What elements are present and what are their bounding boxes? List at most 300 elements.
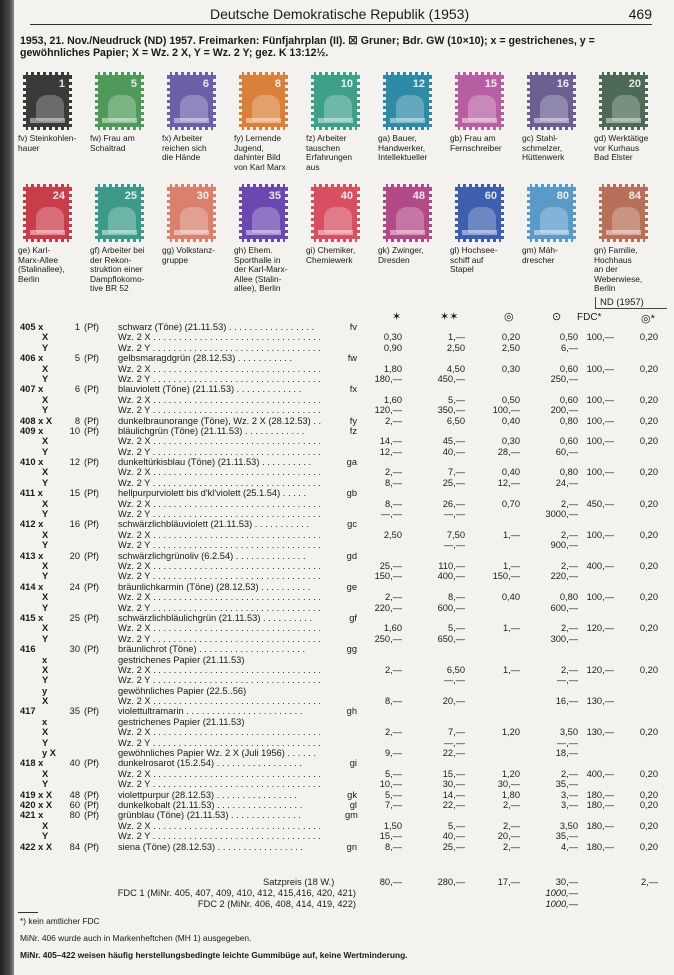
price-fdc: 100,— (586, 394, 614, 405)
table-row (0, 717, 674, 727)
table-row (0, 384, 674, 394)
stamp-value: 16 (556, 78, 569, 90)
face-value: 30 (69, 644, 80, 655)
price-mint: —,— (380, 509, 402, 520)
stamp-caption: fw) Frau am Schaltrad (90, 133, 135, 153)
face-value: 8 (74, 415, 80, 426)
stamp-base (246, 230, 281, 235)
price-nd: 0,20 (639, 799, 658, 810)
face-value: 1 (74, 322, 80, 332)
table-row (0, 686, 674, 696)
price-used: 30,— (497, 779, 520, 790)
stamp-image (167, 72, 216, 130)
price-mint-nh: 25,— (442, 841, 465, 852)
price-nd: 0,20 (639, 467, 658, 478)
price-used: 2,— (502, 820, 520, 831)
stamp-caption: gn) Familie, Hochhaus an der Weberwiese, Berlin (594, 245, 643, 294)
used-column-head: ◎ (504, 311, 514, 323)
price-mint-nh: 400,— (437, 571, 465, 582)
price-cancel: 250,— (550, 373, 578, 384)
design-code: gb (346, 488, 357, 499)
price-used: 1,20 (501, 727, 520, 738)
catalog-number: 417 (20, 706, 36, 717)
table-row (0, 634, 674, 644)
design-code: gi (349, 758, 357, 769)
price-mint: 220,— (374, 602, 402, 613)
price-mint: 8,— (384, 696, 402, 707)
variant-label: y (42, 685, 48, 696)
variant-label: X (42, 467, 49, 478)
catalog-number: 409 x (20, 425, 44, 436)
price-cancel: 60,— (555, 446, 578, 457)
stamp-value: 8 (274, 78, 281, 90)
face-value: 20 (69, 550, 80, 561)
price-mint-nh: 14,— (442, 789, 465, 800)
description: gestrichenes Papier (21.11.53) (118, 716, 245, 727)
price-mint-nh: 350,— (437, 405, 465, 416)
catalog-number: 420 x X (20, 799, 53, 810)
price-used: 0,30 (501, 436, 520, 447)
value-unit: (Pf) (84, 488, 99, 499)
description: Wz. 2 X . . . . . . . . . . . . . . . . . . . . . . . . . . . . . . . . . (118, 332, 322, 343)
stamp-value: 15 (484, 78, 497, 90)
price-mint-nh: 7,50 (446, 529, 465, 540)
table-row (0, 665, 674, 675)
table-row (0, 831, 674, 841)
table-row (0, 457, 674, 467)
value-unit: (Pf) (84, 758, 99, 769)
price-mint: 5,— (384, 789, 402, 800)
description: Wz. 2 X . . . . . . . . . . . . . . . . . . . . . . . . . . . . . . . . . (118, 696, 322, 707)
stamp-caption: fy) Lernende Jugend, dahinter Bild von Karl Marx (234, 133, 286, 172)
price-cancel: 18,— (555, 748, 578, 759)
stamp-value: 5 (130, 78, 137, 90)
mint-nh-column-head: ✶✶ (440, 311, 459, 323)
stamp-image (599, 184, 648, 242)
description: grünblau (Töne) (21.11.53) . . . . . . . . . . . . . . (118, 810, 301, 821)
price-cancel: 3,50 (559, 820, 578, 831)
price-cancel: —,— (556, 737, 578, 748)
description: Wz. 2 X . . . . . . . . . . . . . . . . . . . . . . . . . . . . . . . . . (118, 592, 322, 603)
stamp-image (23, 72, 72, 130)
satzpreis-nd: 2,— (640, 877, 658, 887)
design-code: gd (346, 550, 357, 561)
table-row (0, 551, 674, 561)
price-used: 1,— (502, 623, 520, 634)
price-cancel: 2,— (560, 498, 578, 509)
stamp-value: 60 (484, 190, 497, 202)
catalog-number: 419 x X (20, 789, 53, 800)
price-mint: 1,80 (383, 363, 402, 374)
price-used: 0,40 (501, 592, 520, 603)
price-used: 1,20 (501, 768, 520, 779)
variant-label: Y (42, 602, 49, 613)
description: Wz. 2 X . . . . . . . . . . . . . . . . . . . . . . . . . . . . . . . . . (118, 820, 322, 831)
price-cancel: 16,— (555, 696, 578, 707)
price-mint-nh: 7,— (447, 467, 465, 478)
stamp-caption: gc) Stahl- schmelzer, Hüttenwerk (522, 133, 565, 163)
stamp-caption: gd) Werktätige vor Kurhaus Bad Elster (594, 133, 649, 163)
description: dunkelrosarot (15.2.54) . . . . . . . . . . . . . . . . . (118, 758, 302, 769)
price-mint: 8,— (384, 477, 402, 488)
description: dunkelkobalt (21.11.53) . . . . . . . . . . . . . . . . . (118, 799, 303, 810)
price-fdc: 100,— (586, 592, 614, 603)
price-mint-nh: 40,— (442, 831, 465, 842)
stamp-value: 35 (268, 190, 281, 202)
price-cancel: 0,60 (559, 363, 578, 374)
footnote-separator (18, 912, 38, 913)
price-mint-nh: 4,50 (446, 363, 465, 374)
price-used: 12,— (497, 477, 520, 488)
stamp-value: 10 (340, 78, 353, 90)
design-code: gf (349, 612, 357, 623)
table-row (0, 416, 674, 426)
variant-label: X (42, 436, 49, 447)
face-value: 25 (69, 612, 80, 623)
description: Wz. 2 X . . . . . . . . . . . . . . . . . . . . . . . . . . . . . . . . . (118, 394, 322, 405)
price-cancel: 600,— (550, 602, 578, 613)
stamp-caption: fz) Arbeiter tauschen Erfahrungen aus (306, 133, 353, 172)
price-nd: 0,20 (639, 363, 658, 374)
description: Wz. 2 Y . . . . . . . . . . . . . . . . . . . . . . . . . . . . . . . . . (118, 602, 321, 613)
price-mint-nh: 450,— (437, 373, 465, 384)
price-mint: 9,— (384, 748, 402, 759)
description: gewöhnliches Papier Wz. 2 X (Juli 1956) . . . . . . (118, 748, 316, 759)
description: Wz. 2 Y . . . . . . . . . . . . . . . . . . . . . . . . . . . . . . . . . (118, 509, 321, 520)
face-value: 35 (69, 706, 80, 717)
price-mint: 12,— (379, 446, 402, 457)
stamp-caption: gl) Hochsee- schiff auf Stapel (450, 245, 498, 275)
stamp-image (23, 184, 72, 242)
description: schwärzlichbläulichgrün (21.11.53) . . . . . . . . . . (118, 612, 313, 623)
cancel-column-head: ⊙ (552, 311, 562, 323)
table-row (0, 519, 674, 529)
price-mint: 7,— (384, 799, 402, 810)
catalog-number: 414 x (20, 581, 44, 592)
price-mint-nh: 5,— (447, 623, 465, 634)
value-unit: (Pf) (84, 612, 99, 623)
variant-label: X (42, 529, 49, 540)
price-cancel: 4,— (560, 841, 578, 852)
price-mint: 2,— (384, 664, 402, 675)
description: bläulichgrün (Töne) (21.11.53) . . . . . . . . . . . . (118, 425, 305, 436)
table-row (0, 509, 674, 519)
table-row (0, 499, 674, 509)
table-row (0, 738, 674, 748)
price-fdc: 180,— (586, 789, 614, 800)
stamp-value: 1 (58, 78, 65, 90)
price-mint-nh: 22,— (442, 748, 465, 759)
description: Wz. 2 Y . . . . . . . . . . . . . . . . . . . . . . . . . . . . . . . . . (118, 831, 321, 842)
price-nd: 0,20 (639, 560, 658, 571)
stamp-image (95, 72, 144, 130)
price-fdc: 450,— (586, 498, 614, 509)
price-fdc: 180,— (586, 820, 614, 831)
price-mint-nh: 6,50 (446, 415, 465, 426)
description: Wz. 2 Y . . . . . . . . . . . . . . . . . . . . . . . . . . . . . . . . . (118, 405, 321, 416)
price-mint: 15,— (379, 831, 402, 842)
value-unit: (Pf) (84, 425, 99, 436)
price-cancel: 200,— (550, 405, 578, 416)
fdc-line-2 (0, 899, 674, 910)
variant-label: X (42, 664, 49, 675)
face-value: 40 (69, 758, 80, 769)
stamp-caption: gk) Zwinger, Dresden (378, 245, 424, 265)
issue-intro: 1953, 21. Nov./Neudruck (ND) 1957. Freimarken: Fünfjahrplan (II). ☒ Gruner; Bdr. GW (10×10); x = gestrichenes, y = gewöhnliches Papier; X = Wz. 2 X, Y = Wz. 2 Y; gez. K 13:12½. (20, 35, 595, 59)
description: Wz. 2 X . . . . . . . . . . . . . . . . . . . . . . . . . . . . . . . . . (118, 467, 322, 478)
face-value: 10 (69, 425, 80, 436)
price-mint: 1,60 (383, 394, 402, 405)
price-nd: 0,20 (639, 768, 658, 779)
variant-label: Y (42, 540, 49, 551)
price-mint-nh: 25,— (442, 477, 465, 488)
description: Wz. 2 Y . . . . . . . . . . . . . . . . . . . . . . . . . . . . . . . . . (118, 571, 321, 582)
fdc-line-1-price: 1000,— (545, 888, 578, 898)
price-mint: 120,— (374, 405, 402, 416)
stamp-image (95, 184, 144, 242)
description: schwarz (Töne) (21.11.53) . . . . . . . . . . . . . . . . . (118, 322, 315, 332)
variant-label: Y (42, 737, 49, 748)
price-fdc: 100,— (586, 332, 614, 343)
table-row (0, 540, 674, 550)
price-mint-nh: 5,— (447, 394, 465, 405)
price-fdc: 100,— (586, 363, 614, 374)
fdc-line-2-price: 1000,— (545, 899, 578, 909)
price-nd: 0,20 (639, 789, 658, 800)
nd-symbol-head: ◎* (641, 313, 655, 325)
price-mint-nh: 45,— (442, 436, 465, 447)
price-fdc: 100,— (586, 415, 614, 426)
stamp-value: 48 (412, 190, 425, 202)
stamp-image (239, 184, 288, 242)
price-nd: 0,20 (639, 498, 658, 509)
price-mint-nh: 8,— (447, 592, 465, 603)
catalog-number: 413 x (20, 550, 44, 561)
price-cancel: 2,— (560, 768, 578, 779)
catalog-number: 405 x (20, 322, 44, 332)
price-mint-nh: —,— (443, 509, 465, 520)
price-cancel: 3,— (560, 789, 578, 800)
price-cancel: 0,60 (559, 436, 578, 447)
price-fdc: 400,— (586, 560, 614, 571)
stamp-image (311, 72, 360, 130)
stamp-base (606, 118, 641, 123)
price-mint-nh: 40,— (442, 446, 465, 457)
stamp-caption: gh) Ehem. Sporthalle in der Karl-Marx- Allee (Stalin- allee), Berlin (234, 245, 288, 294)
table-row (0, 436, 674, 446)
description: siena (Töne) (28.12.53) . . . . . . . . . . . . . . . . . (118, 841, 303, 852)
catalog-number: 412 x (20, 519, 44, 530)
face-value: 16 (69, 519, 80, 530)
stamp-caption: gm) Mäh- drescher (522, 245, 558, 265)
price-nd: 0,20 (639, 623, 658, 634)
table-row (0, 810, 674, 820)
price-cancel: 2,— (560, 560, 578, 571)
face-value: 48 (69, 789, 80, 800)
stamp-base (318, 118, 353, 123)
price-used: 0,40 (501, 467, 520, 478)
catalog-table (0, 322, 674, 852)
price-used: 1,— (502, 560, 520, 571)
price-cancel: 0,60 (559, 394, 578, 405)
price-mint: 5,— (384, 768, 402, 779)
price-nd: 0,20 (639, 529, 658, 540)
stamp-image (527, 184, 576, 242)
description: blauviolett (Töne) (21.11.53) . . . . . . . . . . . . . (118, 384, 302, 395)
description: schwärzlichbläuviolett (21.11.53) . . . . . . . . . . . (118, 519, 310, 530)
stamp-value: 30 (196, 190, 209, 202)
table-row (0, 800, 674, 810)
variant-label: X (42, 768, 49, 779)
price-mint-nh: 5,— (447, 820, 465, 831)
fdc-column-head: FDC* (577, 312, 602, 323)
stamp-image (167, 184, 216, 242)
stamp-value: 24 (52, 190, 65, 202)
table-row (0, 790, 674, 800)
stamp-base (606, 230, 641, 235)
description: hellpurpurviolett bis d'kl'violett (25.1.54) . . . . . (118, 488, 307, 499)
description: Wz. 2 Y . . . . . . . . . . . . . . . . . . . . . . . . . . . . . . . . . (118, 477, 321, 488)
price-nd: 0,20 (639, 727, 658, 738)
variant-label: Y (42, 373, 49, 384)
price-cancel: 220,— (550, 571, 578, 582)
table-row (0, 561, 674, 571)
stamp-base (462, 118, 497, 123)
variant-label: x (42, 654, 48, 665)
page-number: 469 (628, 6, 652, 22)
stamp-base (102, 230, 137, 235)
price-cancel: 35,— (555, 831, 578, 842)
face-value: 80 (69, 810, 80, 821)
catalog-number: 408 x X (20, 415, 53, 426)
catalog-number: 410 x (20, 457, 44, 468)
stamp-value: 12 (412, 78, 425, 90)
description: gestrichenes Papier (21.11.53) (118, 654, 245, 665)
table-row (0, 322, 674, 332)
price-cancel: 3000,— (545, 509, 578, 520)
price-mint-nh: —,— (443, 540, 465, 551)
footnote-booklet: MiNr. 406 wurde auch in Markenheftchen (MH 1) ausgegeben. (20, 933, 252, 943)
stamp-value: 6 (202, 78, 209, 90)
table-row (0, 603, 674, 613)
value-unit: (Pf) (84, 550, 99, 561)
price-used: 2,— (502, 841, 520, 852)
description: gelbsmaragdgrün (28.12.53) . . . . . . . . . . . (118, 353, 293, 364)
face-value: 24 (69, 581, 80, 592)
price-mint: 2,— (384, 415, 402, 426)
fdc-line-2-text: FDC 2 (MiNr. 406, 408, 414, 419, 422) (197, 899, 356, 909)
description: Wz. 2 Y . . . . . . . . . . . . . . . . . . . . . . . . . . . . . . . . . (118, 342, 321, 353)
price-used: 100,— (492, 405, 520, 416)
catalog-number: 422 x X (20, 841, 53, 852)
variant-label: X (42, 592, 49, 603)
fdc-line-1-text: FDC 1 (MiNr. 405, 407, 409, 410, 412, 415,416, 420, 421) (117, 888, 356, 898)
price-nd: 0,20 (639, 592, 658, 603)
design-code: gc (347, 519, 357, 530)
description: violettpurpur (28.12.53) . . . . . . . . . . . . . . . . (118, 789, 297, 800)
price-nd: 0,20 (639, 415, 658, 426)
description: Wz. 2 X . . . . . . . . . . . . . . . . . . . . . . . . . . . . . . . . . (118, 768, 322, 779)
table-row (0, 696, 674, 706)
face-value: 6 (74, 384, 80, 395)
stamp-caption: fx) Arbeiter reichen sich die Hände (162, 133, 207, 163)
footnote-fdc: *) kein amtlicher FDC (20, 916, 100, 926)
stamp-caption: fv) Steinkohlen- hauer (18, 133, 77, 153)
stamp-image (455, 72, 504, 130)
price-used: 28,— (497, 446, 520, 457)
stamp-base (390, 118, 425, 123)
stamp-caption: gi) Chemiker, Chemiewerk (306, 245, 356, 265)
value-unit: (Pf) (84, 841, 99, 852)
stamp-base (462, 230, 497, 235)
stamp-base (30, 118, 65, 123)
price-cancel: 0,80 (559, 467, 578, 478)
variant-label: Y (42, 831, 49, 842)
price-fdc: 130,— (586, 696, 614, 707)
stamp-base (534, 230, 569, 235)
table-row (0, 592, 674, 602)
variant-label: X (42, 696, 49, 707)
table-row (0, 364, 674, 374)
variant-label: X (42, 332, 49, 343)
price-fdc: 400,— (586, 768, 614, 779)
price-mint: 2,— (384, 727, 402, 738)
variant-label: Y (42, 571, 49, 582)
stamp-image (383, 72, 432, 130)
price-nd: 0,20 (639, 436, 658, 447)
price-used: 1,80 (501, 789, 520, 800)
catalog-number: 421 x (20, 810, 44, 821)
table-row (0, 779, 674, 789)
value-unit: (Pf) (84, 706, 99, 717)
stamp-value: 20 (628, 78, 641, 90)
description: Wz. 2 X . . . . . . . . . . . . . . . . . . . . . . . . . . . . . . . . . (118, 363, 322, 374)
price-mint: 0,90 (383, 342, 402, 353)
price-mint: 1,50 (383, 820, 402, 831)
stamp-caption: gb) Frau am Fernschreiber (450, 133, 502, 153)
value-unit: (Pf) (84, 322, 99, 332)
table-row (0, 332, 674, 342)
price-cancel: 0,50 (559, 332, 578, 343)
price-mint-nh: —,— (443, 675, 465, 686)
price-mint: 8,— (384, 498, 402, 509)
price-mint: 250,— (374, 633, 402, 644)
stamp-value: 80 (556, 190, 569, 202)
design-code: fx (349, 384, 357, 395)
variant-label: Y (42, 779, 49, 790)
stamp-caption: ge) Karl- Marx-Allee (Stalinallee), Berlin (18, 245, 65, 284)
design-code: gl (349, 799, 357, 810)
price-cancel: 2,— (560, 664, 578, 675)
price-mint-nh: 15,— (442, 768, 465, 779)
table-row (0, 488, 674, 498)
satzpreis-label: Satzpreis (18 W.) (263, 877, 335, 887)
catalog-number: 407 x (20, 384, 44, 395)
price-nd: 0,20 (639, 820, 658, 831)
stamp-base (102, 118, 137, 123)
value-unit: (Pf) (84, 810, 99, 821)
price-cancel: 35,— (555, 779, 578, 790)
price-mint-nh: 7,— (447, 727, 465, 738)
variant-label: x (42, 716, 48, 727)
description: Wz. 2 X . . . . . . . . . . . . . . . . . . . . . . . . . . . . . . . . . (118, 664, 322, 675)
variant-label: Y (42, 675, 49, 686)
stamp-base (390, 230, 425, 235)
price-mint-nh: 20,— (442, 696, 465, 707)
stamp-caption: gf) Arbeiter bei der Rekon- struktion einer Dampflokomo- tive BR 52 (90, 245, 145, 294)
price-fdc: 120,— (586, 664, 614, 675)
description: Wz. 2 X . . . . . . . . . . . . . . . . . . . . . . . . . . . . . . . . . (118, 529, 322, 540)
